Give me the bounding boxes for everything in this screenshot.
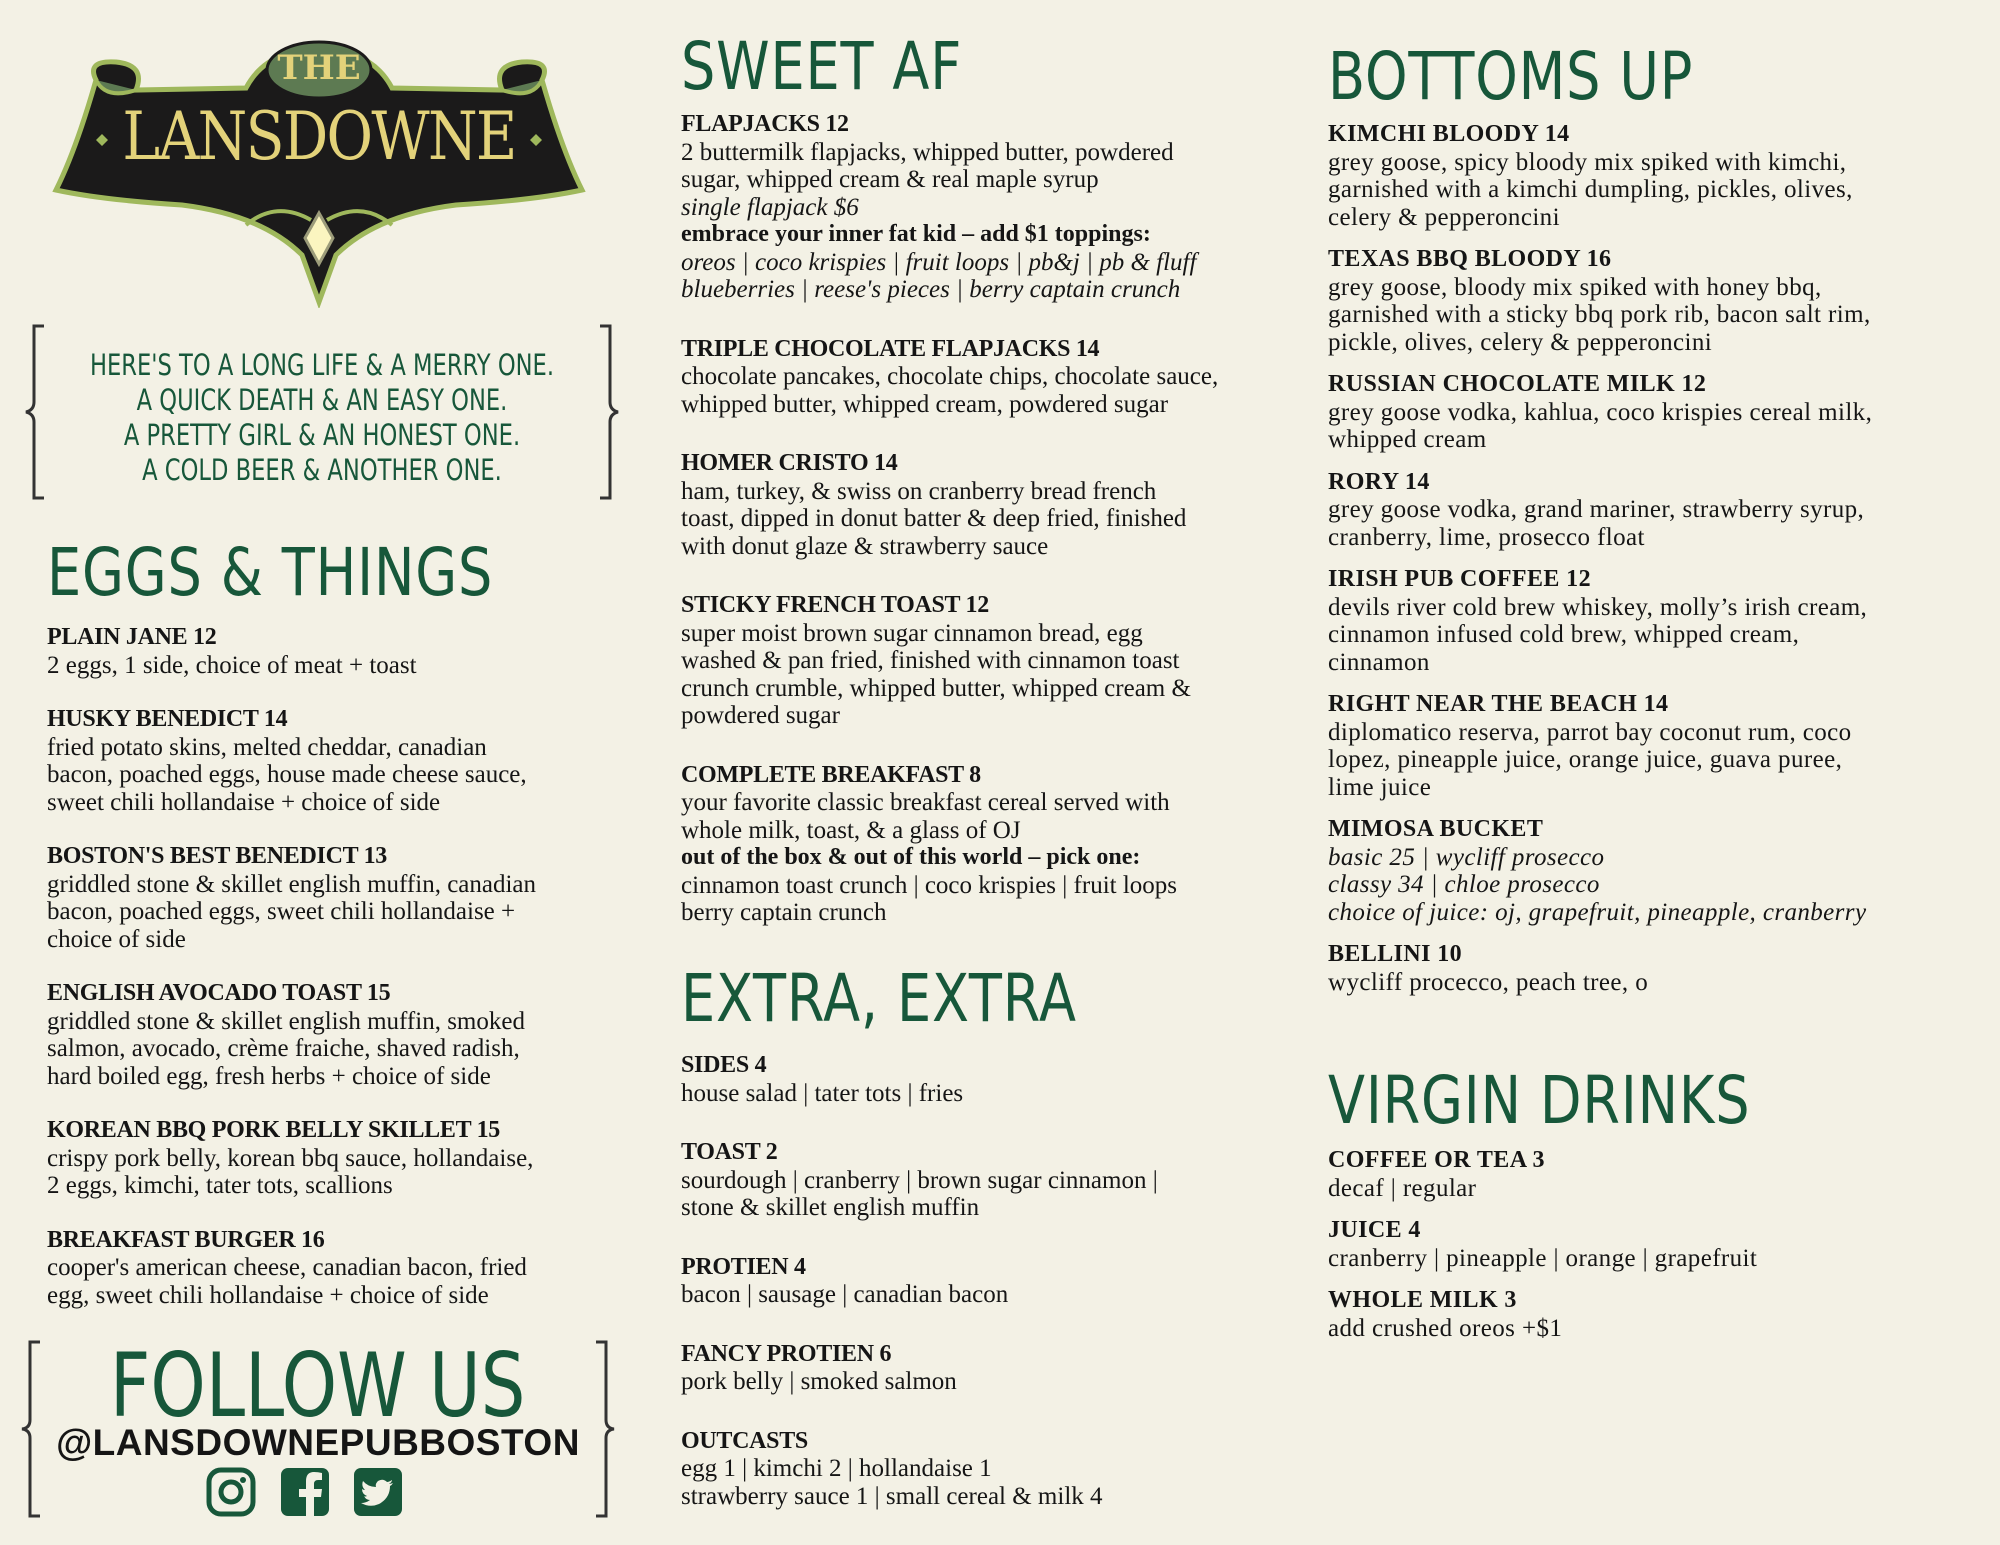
menu-item [47, 624, 536, 679]
menu-item-description: celery & pepperoncini [1328, 203, 1560, 231]
menu-item-description: grey goose, spicy bloody mix spiked with kimchi, [1328, 148, 1847, 176]
menu-item-description: embrace your inner fat kid – add $1 toppings: [681, 221, 1151, 247]
menu-item-description: out of the box & out of this world – pick one: [681, 844, 1141, 870]
menu-item-name: COFFEE OR TEA 3 [1328, 1147, 1545, 1173]
menu-item-description: cinnamon infused cold brew, whipped cream, [1328, 621, 1800, 648]
menu-item [681, 450, 1218, 560]
section-title-bottoms: BOTTOMS UP [1328, 38, 1694, 115]
virgin-items [1328, 1147, 1757, 1357]
menu-item-description: washed & pan fried, finished with cinnamon toast [681, 647, 1180, 674]
menu-item-description: add crushed oreos +$1 [1328, 1314, 1563, 1342]
menu-item [1328, 1287, 1757, 1342]
menu-item [681, 111, 1218, 304]
menu-item-description: cranberry, lime, prosecco float [1328, 523, 1645, 551]
menu-item-name: HUSKY BENEDICT 14 [47, 706, 288, 732]
menu-item [1328, 1217, 1757, 1272]
menu-item [681, 1052, 1158, 1107]
menu-item-name: TOAST 2 [681, 1139, 778, 1165]
menu-item-description: grey goose vodka, kahlua, coco krispies cereal milk, [1328, 398, 1873, 426]
menu-item-description: blueberries | reese's pieces | berry captain crunch [681, 276, 1181, 303]
menu-item-name: STICKY FRENCH TOAST 12 [681, 592, 989, 618]
menu-item-name: JUICE 4 [1328, 1217, 1421, 1243]
menu-item [681, 592, 1218, 730]
menu-item-name: SIDES 4 [681, 1052, 767, 1078]
bottoms-items [1328, 121, 1872, 1011]
section-title-eggs: EGGS & THINGS [47, 534, 494, 611]
menu-item-description: toast, dipped in donut batter & deep fried, finished [681, 505, 1187, 532]
menu-item-name: HOMER CRISTO 14 [681, 450, 898, 476]
menu-item-description: your favorite classic breakfast cereal served with [681, 789, 1170, 816]
menu-item-name: OUTCASTS [681, 1427, 808, 1454]
quote-line: A PRETTY GIRL & AN HONEST ONE. [123, 418, 521, 452]
menu-item-description: crispy pork belly, korean bbq sauce, hollandaise, [47, 1144, 534, 1172]
menu-item-description: sugar, whipped cream & real maple syrup [681, 166, 1099, 193]
menu-item-name: RORY 14 [1328, 468, 1430, 495]
menu-item-name: RIGHT NEAR THE BEACH 14 [1328, 691, 1669, 717]
menu-item-description: strawberry sauce 1 | small cereal & milk 4 [681, 1482, 1103, 1510]
quote-line: A COLD BEER & ANOTHER ONE. [142, 453, 502, 487]
menu-item [1328, 246, 1872, 356]
menu-item [47, 980, 536, 1090]
menu-item-name: PLAIN JANE 12 [47, 624, 217, 650]
menu-item-name: FANCY PROTIEN 6 [681, 1340, 892, 1367]
menu-item [1328, 469, 1872, 552]
menu-item-name: COMPLETE BREAKFAST 8 [681, 761, 981, 788]
menu-item-description: bacon, poached eggs, house made cheese sauce, [47, 761, 527, 788]
menu-item [681, 336, 1218, 419]
menu-item-description: choice of juice: oj, grapefruit, pineapple, cranberry [1328, 898, 1867, 926]
menu-item-description: choice of side [47, 925, 186, 953]
menu-item [1328, 816, 1872, 926]
menu-item [681, 1254, 1158, 1309]
section-title-sweet: SWEET AF [681, 28, 963, 105]
menu-item-description: chocolate pancakes, chocolate chips, chocolate sauce, [681, 363, 1219, 390]
menu-item-description: griddled stone & skillet english muffin, smoked [47, 1007, 525, 1035]
menu-item-name: FLAPJACKS 12 [681, 111, 849, 137]
menu-item-description: lime juice [1328, 773, 1432, 801]
menu-item-description: ham, turkey, & swiss on cranberry bread french [681, 477, 1157, 505]
menu-item-description: stone & skillet english muffin [681, 1194, 980, 1221]
menu-item-description: cranberry | pineapple | orange | grapefruit [1328, 1244, 1758, 1272]
quote-line: A QUICK DEATH & AN EASY ONE. [136, 383, 508, 417]
menu-item-description: basic 25 | wycliff prosecco [1328, 843, 1605, 871]
menu-item-description: cooper's american cheese, canadian bacon, fried [47, 1254, 527, 1281]
menu-item-description: berry captain crunch [681, 899, 887, 926]
menu-item-description: with donut glaze & strawberry sauce [681, 532, 1049, 560]
menu-item-description: sourdough | cranberry | brown sugar cinnamon | [681, 1166, 1158, 1194]
menu-item-description: pickle, olives, celery & pepperoncini [1328, 328, 1713, 356]
menu-item-description: 2 eggs, kimchi, tater tots, scallions [47, 1172, 393, 1199]
menu-item [1328, 566, 1872, 676]
menu-item-description: griddled stone & skillet english muffin, canadian [47, 870, 537, 898]
section-title-extra: EXTRA, EXTRA [681, 960, 1077, 1037]
menu-item-name: ENGLISH AVOCADO TOAST 15 [47, 980, 391, 1006]
menu-item-description: hard boiled egg, fresh herbs + choice of side [47, 1062, 491, 1090]
menu-item-description: crunch crumble, whipped butter, whipped cream & [681, 674, 1191, 702]
quote-line: HERE'S TO A LONG LIFE & A MERRY ONE. [89, 348, 555, 382]
menu-item-name: TEXAS BBQ BLOODY 16 [1328, 246, 1612, 272]
menu-item-description: fried potato skins, melted cheddar, canadian [47, 733, 487, 761]
menu-item-description: powdered sugar [681, 702, 840, 729]
menu-item-name: MIMOSA BUCKET [1328, 816, 1544, 842]
menu-item-name: IRISH PUB COFFEE 12 [1328, 566, 1591, 592]
menu-item-description: single flapjack $6 [681, 193, 859, 221]
menu-item-description: bacon | sausage | canadian bacon [681, 1281, 1009, 1308]
menu-item-description: garnished with a kimchi dumpling, pickles, olives, [1328, 176, 1853, 203]
menu-item [681, 1428, 1158, 1511]
follow-us-box [18, 1334, 618, 1520]
menu-item [1328, 371, 1872, 454]
menu-item [1328, 691, 1872, 801]
menu-item-description: super moist brown sugar cinnamon bread, egg [681, 619, 1143, 647]
logo-the: THE [277, 48, 361, 88]
lansdowne-logo [36, 40, 602, 308]
menu-item-description: whole milk, toast, & a glass of OJ [681, 816, 1021, 844]
menu-item-description: pork belly | smoked salmon [681, 1368, 957, 1395]
menu-item-description: bacon, poached eggs, sweet chili hollandaise + [47, 898, 516, 925]
menu-item-description: classy 34 | chloe prosecco [1328, 871, 1600, 898]
menu-item-name: KIMCHI BLOODY 14 [1328, 121, 1570, 147]
menu-item-name: KOREAN BBQ PORK BELLY SKILLET 15 [47, 1117, 500, 1143]
follow-us-title: FOLLOW US [110, 1334, 526, 1437]
menu-item-name: WHOLE MILK 3 [1328, 1287, 1517, 1313]
menu-item-description: lopez, pineapple juice, orange juice, guava puree, [1328, 746, 1843, 773]
facebook-icon[interactable] [279, 1466, 331, 1518]
logo-lansdowne: LANSDOWNE [122, 98, 516, 175]
social-handle[interactable]: @LANSDOWNEPUBBOSTON [56, 1422, 580, 1463]
menu-item [47, 843, 536, 953]
menu-item-description: decaf | regular [1328, 1174, 1477, 1202]
menu-item-name: PROTIEN 4 [681, 1253, 806, 1280]
menu-item-description: egg, sweet chili hollandaise + choice of side [47, 1281, 489, 1309]
menu-item-description: diplomatico reserva, parrot bay coconut rum, coco [1328, 718, 1852, 746]
eggs-items [47, 624, 536, 1336]
menu-item-name: BREAKFAST BURGER 16 [47, 1226, 325, 1253]
menu-item [47, 1117, 536, 1200]
menu-item-description: cinnamon [1328, 648, 1430, 676]
menu-item [681, 1341, 1158, 1396]
menu-item-description: whipped cream [1328, 426, 1487, 453]
menu-item-description: 2 buttermilk flapjacks, whipped butter, powdered [681, 138, 1174, 166]
menu-item [681, 762, 1218, 927]
menu-item-name: BELLINI 10 [1328, 941, 1463, 967]
menu-item-description: oreos | coco krispies | fruit loops | pb&j | pb & fluff [681, 248, 1197, 276]
menu-item [1328, 121, 1872, 231]
menu-item-name: RUSSIAN CHOCOLATE MILK 12 [1328, 371, 1707, 397]
menu-item [1328, 941, 1872, 996]
menu-item [681, 1139, 1158, 1222]
twitter-icon[interactable] [352, 1466, 404, 1518]
menu-item-description: grey goose, bloody mix spiked with honey bbq, [1328, 273, 1822, 301]
menu-item-description: cinnamon toast crunch | coco krispies | fruit loops [681, 871, 1178, 899]
menu-item [1328, 1147, 1757, 1202]
menu-item [47, 706, 536, 816]
toast-quote [22, 322, 622, 502]
menu-item-description: 2 eggs, 1 side, choice of meat + toast [47, 651, 417, 679]
menu-item-description: grey goose vodka, grand mariner, strawberry syrup, [1328, 496, 1865, 523]
section-title-virgin: VIRGIN DRINKS [1328, 1062, 1751, 1139]
extra-items [681, 1052, 1158, 1542]
menu-item-description: house salad | tater tots | fries [681, 1079, 964, 1107]
menu-item-description: salmon, avocado, crème fraiche, shaved radish, [47, 1035, 520, 1062]
menu-item [47, 1227, 536, 1310]
menu-item-name: BOSTON'S BEST BENEDICT 13 [47, 843, 387, 869]
menu-item-description: wycliff procecco, peach tree, o [1328, 968, 1649, 996]
menu-item-description: sweet chili hollandaise + choice of side [47, 788, 441, 816]
sweet-items [681, 111, 1218, 959]
menu-item-description: whipped butter, whipped cream, powdered sugar [681, 390, 1169, 418]
menu-item-description: garnished with a sticky bbq pork rib, bacon salt rim, [1328, 301, 1871, 328]
menu-item-name: TRIPLE CHOCOLATE FLAPJACKS 14 [681, 335, 1100, 362]
menu-item-description: devils river cold brew whiskey, molly’s irish cream, [1328, 593, 1868, 621]
instagram-icon[interactable] [205, 1466, 257, 1518]
menu-item-description: egg 1 | kimchi 2 | hollandaise 1 [681, 1455, 992, 1482]
